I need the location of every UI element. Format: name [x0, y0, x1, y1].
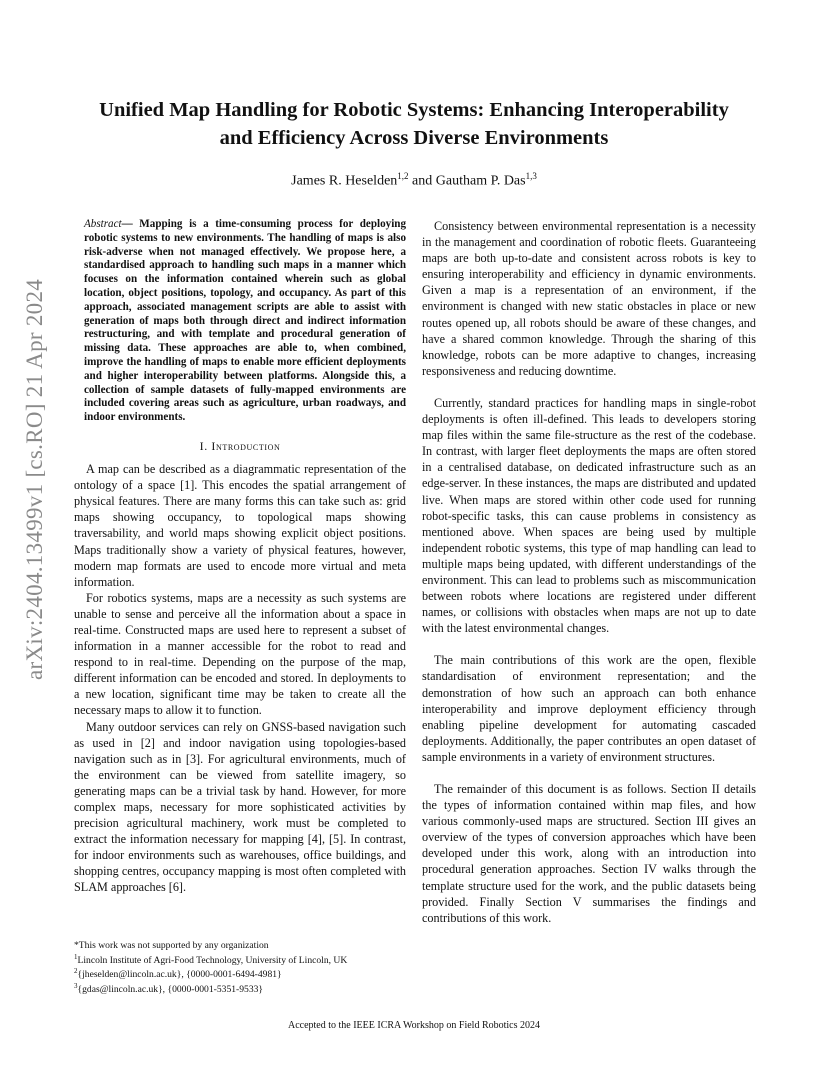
paragraph: Consistency between environmental representation is a necessity in the management and coordination of robotic fleets. Guaranteeing maps are both up-to-date and consistent across robots is key to ensuring interoperability and efficiency in dynamic environments. Given a map is a representation of an environment, if the environment is changed with new static obstacles in place or new routes opened up, all robots should be aware of these changes, and have a shared common knowledge. Through the sharing of this knowledge, robots can be more adaptive to changes, increasing responsiveness and reducing downtime. — [422, 219, 756, 378]
abstract — [74, 218, 406, 425]
footnote — [74, 966, 406, 981]
footnote-mark: 3 — [74, 982, 78, 991]
page-footer: Accepted to the IEEE ICRA Workshop on Field Robotics 2024 — [287, 1020, 541, 1031]
author-name: Gautham P. Das — [435, 173, 526, 189]
footnote — [74, 952, 406, 967]
footnote-text: {jheselden@lincoln.ac.uk}, {0000-0001-6494-4981} — [77, 969, 282, 981]
footnote-mark: 1 — [74, 952, 78, 961]
footnotes — [74, 940, 406, 996]
author-joiner: and — [412, 173, 433, 189]
footnote — [74, 940, 406, 952]
author-affiliation: 1,2 — [397, 171, 409, 181]
paper-title — [60, 96, 768, 152]
author-affiliation: 1,3 — [525, 171, 537, 181]
abstract-text: — Mapping is a time-consuming process for deploying robotic systems to new environments. The handling of maps is also risk-adverse when not managed effectively. We propose here, a standardised approach to handling such maps in a manner which focuses on the information contained wherein such as global location, object positions, topology, and occupancy. As part of this approach, associated management scripts are able to assist with generation of maps both through direct and indirect information restructuring, and with template and procedural generation of missing data. These approaches are able to, when combined, improve the handling of maps to enable more efficient deployments and higher interoperability between platforms. Alongside this, a collection of sample datasets of fully-mapped environments are included covering areas such as agriculture, urban roadways, and indoor environments. — [84, 218, 406, 424]
footnote-mark: 2 — [74, 967, 78, 976]
paragraph: The remainder of this document is as follows. Section II details the types of information contained within map files, and how various commonly-used maps are structured. Section III gives an overview of the types of conversion approaches which have been developed under this work, along with an introduction into procedural generation approaches. Section IV walks through the template structure used for the work, and the public datasets being provided. Finally Section V summarises the findings and contributions of this work. — [422, 782, 756, 925]
paragraph: A map can be described as a diagrammatic representation of the ontology of a space [1]. This encodes the spatial arrangement of physical features. There are many forms this can take such as: grid maps showing occupancy, to topological maps showing traversability, and world maps showing explicit object positions. Maps traditionally show a variety of physical features, however, modern map formats are used to encode more virtual and meta information. — [74, 462, 406, 589]
footnote-text: Lincoln Institute of Agri-Food Technology, University of Lincoln, UK — [77, 954, 348, 966]
right-column — [422, 218, 756, 942]
section-title: Introduction — [211, 438, 281, 453]
paragraph: For robotics systems, maps are a necessity as such systems are unable to sense and perceive all the information about a space in real-time. Constructed maps are used here to represent a subset of information in a manner accessible for the robot to read and respond to in real-time. Depending on the purpose of the map, different information can be encoded and stored. In deployments to a new location, significant time may be taken to create all the necessary maps to allow it to function. — [74, 590, 406, 718]
title-line-1: Unified Map Handling for Robotic Systems: Enhancing Interoperability — [99, 99, 729, 121]
author-line — [60, 171, 768, 190]
abstract-label: Abstract — [84, 218, 122, 230]
section-number: I. — [199, 438, 208, 453]
paragraph: The main contributions of this work are the open, flexible standardisation of environment representation; and the demonstration of how such an approach can both enhance interoperability and improve deployment efficiency through enabling pipeline development for automating cascaded deployments. Additionally, the paper contributes an open dataset of sample environments in a variety of environment structures. — [422, 653, 756, 764]
paragraph: Many outdoor services can rely on GNSS-based navigation such as used in [2] and indoor navigation using topologies-based navigation such as in [3]. For agricultural environments, much of the environment can be viewed from satellite imagery, so generating maps can be a trivial task by hand. However, for more complex maps, necessary for more sophisticated activities by precision agricultural machinery, work must be completed to extract the information necessary for mapping [4], [5]. In contrast, for indoor environments such as warehouses, office buildings, and shopping centres, occupancy mapping is most often completed with SLAM approaches [6]. — [74, 719, 406, 895]
arxiv-identifier: arXiv:2404.13499v1 [cs.RO] 21 Apr 2024 — [22, 278, 47, 680]
footnote-text: *This work was not supported by any organization — [74, 940, 269, 951]
footnote-text: {gdas@lincoln.ac.uk}, {0000-0001-5351-9533} — [77, 984, 264, 996]
section-heading — [74, 438, 406, 454]
paragraph: Currently, standard practices for handling maps in single-robot deployments is often ill-defined. This leads to developers storing map files within the same file-structure as the rest of the codebase. In contrast, with larger fleet deployments the maps are often stored in a centralised database, on dedicated infrastructure such as an edge-server. In these instances, the maps are distributed and updated live. When maps are stored within other code used for running robot-specific tasks, this can cause problems in consistency as mentioned above. When spaces are being used by multiple independent robotic systems, this type of map handling can lead to multiple maps being updated, with different understandings of the environment. This can lead to problems such as miscommunication between robots where locations are registered under different names, or collisions with obstacles when maps are not up to date with the latest environmental changes. — [422, 395, 756, 636]
left-column — [74, 218, 406, 896]
title-line-2: and Efficiency Across Diverse Environments — [219, 127, 609, 149]
footnote — [74, 981, 406, 996]
author-name: James R. Heselden — [291, 173, 398, 189]
